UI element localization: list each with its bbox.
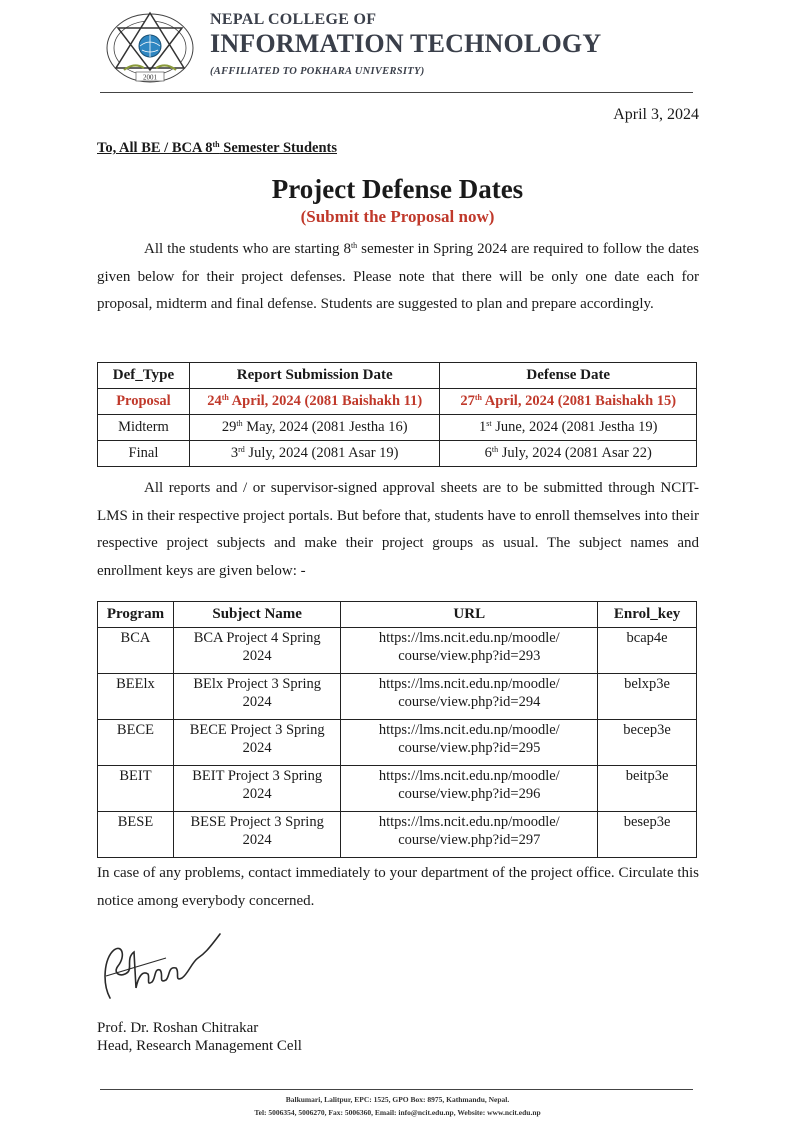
notice-title: Project Defense Dates — [271, 174, 524, 204]
table-row — [98, 415, 697, 441]
course-url-link[interactable]: https://lms.ncit.edu.np/moodle/ course/view.php?id=295 — [341, 720, 598, 766]
defense-dates-table — [97, 362, 697, 467]
enrol-key: beitp3e — [598, 766, 697, 812]
header-divider — [100, 92, 693, 93]
addressee: To, All BE / BCA 8th Semester Students — [97, 140, 337, 156]
affiliation: (AFFILIATED TO POKHARA UNIVERSITY) — [210, 66, 425, 77]
instructions-paragraph: All reports and / or supervisor-signed approval sheets are to be submitted through NCIT-LMS in their respective project portals. But before that, students have to enroll themselves into their respective project subjects and make their project groups as usual. The subject names and enrollment keys are given below: - — [97, 480, 699, 579]
defense-date: 6th July, 2024 (2081 Asar 22) — [440, 441, 697, 467]
table-row — [98, 441, 697, 467]
intro-paragraph: All the students who are starting 8th semester in Spring 2024 are required to follow the dates given below for their project defenses. Please note that there will be only one date each for proposal, midterm and final defense. Students are suggested to plan and prepare accordingly. — [97, 241, 700, 312]
subject-name: BEIT Project 3 Spring 2024 — [173, 766, 341, 812]
footer-divider — [100, 1089, 693, 1090]
course-url-link[interactable]: https://lms.ncit.edu.np/moodle/ course/view.php?id=296 — [341, 766, 598, 812]
column-header: Enrol_key — [598, 602, 697, 628]
table-header-row — [98, 363, 697, 389]
program: BECE — [98, 720, 174, 766]
defense-date: 27th April, 2024 (2081 Baishakh 15) — [440, 389, 697, 415]
table-row — [98, 628, 697, 674]
table-row — [98, 389, 697, 415]
signature — [96, 928, 224, 1004]
college-name-line2: INFORMATION TECHNOLOGY — [210, 29, 602, 58]
def-type: Final — [98, 441, 190, 467]
course-url-link[interactable]: https://lms.ncit.edu.np/moodle/ course/view.php?id=294 — [341, 674, 598, 720]
table-row — [98, 674, 697, 720]
column-header: Report Submission Date — [189, 363, 440, 389]
column-header: Program — [98, 602, 174, 628]
enrol-key: becep3e — [598, 720, 697, 766]
program: BCA — [98, 628, 174, 674]
table-row — [98, 720, 697, 766]
signatory-title: Head, Research Management Cell — [97, 1038, 302, 1054]
def-type: Midterm — [98, 415, 190, 441]
table-row — [98, 766, 697, 812]
program: BESE — [98, 812, 174, 858]
svg-text:2001: 2001 — [143, 73, 157, 82]
program: BEElx — [98, 674, 174, 720]
subject-name: BCA Project 4 Spring 2024 — [173, 628, 341, 674]
submission-date: 3rd July, 2024 (2081 Asar 19) — [189, 441, 440, 467]
footer-contact: Tel: 5006354, 5006270, Fax: 5006360, Email: info@ncit.edu.np, Website: www.ncit.edu.np — [254, 1108, 541, 1117]
defense-date: 1st June, 2024 (2081 Jestha 19) — [440, 415, 697, 441]
enrolment-table — [97, 601, 697, 858]
column-header: Def_Type — [98, 363, 190, 389]
subject-name: BElx Project 3 Spring 2024 — [173, 674, 341, 720]
def-type: Proposal — [98, 389, 190, 415]
submission-date: 29th May, 2024 (2081 Jestha 16) — [189, 415, 440, 441]
enrol-key: bcap4e — [598, 628, 697, 674]
closing-paragraph: In case of any problems, contact immediately to your department of the project office. Circulate this notice among everybody concerned. — [97, 865, 699, 909]
signatory-name: Prof. Dr. Roshan Chitrakar — [97, 1020, 259, 1036]
notice-subtitle: (Submit the Proposal now) — [300, 207, 495, 226]
enrol-key: besep3e — [598, 812, 697, 858]
table-row — [98, 812, 697, 858]
footer-address: Balkumari, Lalitpur, EPC: 1525, GPO Box: 8975, Kathmandu, Nepal. — [285, 1095, 510, 1104]
submission-date: 24th April, 2024 (2081 Baishakh 11) — [189, 389, 440, 415]
college-name-line1: NEPAL COLLEGE OF — [210, 11, 377, 28]
program: BEIT — [98, 766, 174, 812]
subject-name: BECE Project 3 Spring 2024 — [173, 720, 341, 766]
college-logo — [104, 10, 196, 84]
column-header: URL — [341, 602, 598, 628]
column-header: Subject Name — [173, 602, 341, 628]
table-header-row — [98, 602, 697, 628]
column-header: Defense Date — [440, 363, 697, 389]
course-url-link[interactable]: https://lms.ncit.edu.np/moodle/ course/view.php?id=293 — [341, 628, 598, 674]
subject-name: BESE Project 3 Spring 2024 — [173, 812, 341, 858]
course-url-link[interactable]: https://lms.ncit.edu.np/moodle/ course/view.php?id=297 — [341, 812, 598, 858]
enrol-key: belxp3e — [598, 674, 697, 720]
notice-date: April 3, 2024 — [613, 106, 699, 123]
